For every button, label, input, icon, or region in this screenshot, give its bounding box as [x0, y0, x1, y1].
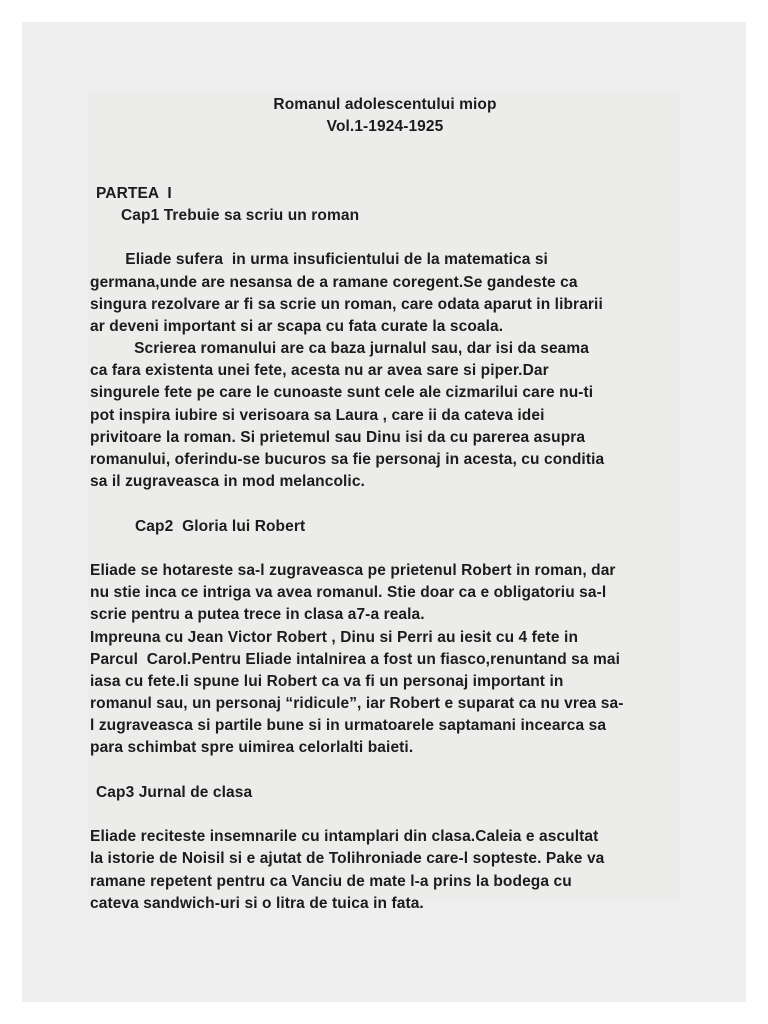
chapter1-line: sa il zugraveasca in mod melancolic.: [90, 473, 365, 491]
chapter2-line: Impreuna cu Jean Victor Robert , Dinu si Perri au iesit cu 4 fete in: [90, 628, 579, 646]
chapter3-text: [90, 826, 680, 915]
part-heading: PARTEA I: [96, 184, 172, 202]
chapter1-line: ca fara existenta unei fete, acesta nu ar avea sare si piper.Dar: [90, 362, 549, 380]
chapter1-text: [90, 249, 680, 493]
chapter2-line: nu stie inca ce intriga va avea romanul. Stie doar ca e obligatoriu sa-l: [90, 584, 607, 602]
chapter2-line: para schimbat spre uimirea celorlalti baieti.: [90, 739, 414, 757]
chapter2-line: l zugraveasca si partile bune si in urmatoarele saptamani incearca sa: [90, 717, 607, 735]
chapter1-heading: Cap1 Trebuie sa scriu un roman: [121, 206, 360, 224]
chapter2-line: scrie pentru a putea trece in clasa a7-a reala.: [90, 606, 425, 624]
document-volume: Vol.1-1924-1925: [326, 118, 444, 136]
chapter1-line: singurele fete pe care le cunoaste sunt cele ale cizmarilui care nu-ti: [90, 384, 594, 402]
chapter2-heading: Cap2 Gloria lui Robert: [135, 517, 306, 535]
chapter1-line: germana,unde are nesansa de a ramane coregent.Se gandeste ca: [90, 273, 578, 291]
chapter1-line: Scrierea romanului are ca baza jurnalul sau, dar isi da seama: [90, 340, 590, 358]
document-body: [90, 94, 680, 915]
chapter1-line: Eliade sufera in urma insuficientului de la matematica si: [90, 251, 548, 269]
document-title: Romanul adolescentului miop: [273, 96, 497, 113]
chapter1-line: privitoare la roman. Si prietemul sau Dinu isi da cu parerea asupra: [90, 428, 586, 446]
chapter2-line: Eliade se hotareste sa-l zugraveasca pe prietenul Robert in roman, dar: [90, 561, 616, 579]
chapter3-line: la istorie de Noisil si e ajutat de Tolihroniade care-l sopteste. Pake va: [90, 850, 605, 868]
chapter3-heading: Cap3 Jurnal de clasa: [96, 783, 253, 801]
chapter3-line: ramane repetent pentru ca Vanciu de mate l-a prins la bodega cu: [90, 872, 572, 890]
chapter2-line: romanul sau, un personaj “ridicule”, iar Robert e suparat ca nu vrea sa-: [90, 695, 624, 713]
chapter1-line: pot inspira iubire si verisoara sa Laura , care ii da cateva idei: [90, 406, 545, 424]
chapter2-line: iasa cu fete.Ii spune lui Robert ca va fi un personaj important in: [90, 672, 564, 690]
chapter3-line: cateva sandwich-uri si o litra de tuica in fata.: [90, 894, 424, 912]
chapter1-line: romanului, oferindu-se bucuros sa fie personaj in acesta, cu conditia: [90, 451, 605, 468]
chapter2-line: Parcul Carol.Pentru Eliade intalnirea a fost un fiasco,renuntand sa mai: [90, 650, 621, 668]
chapter1-line: singura rezolvare ar fi sa scrie un roman, care odata aparut in librarii: [90, 295, 603, 313]
chapter1-line: ar deveni important si ar scapa cu fata curate la scoala.: [90, 317, 504, 335]
chapter2-text: [90, 560, 680, 760]
chapter3-line: Eliade reciteste insemnarile cu intamplari din clasa.Caleia e ascultat: [90, 828, 599, 846]
